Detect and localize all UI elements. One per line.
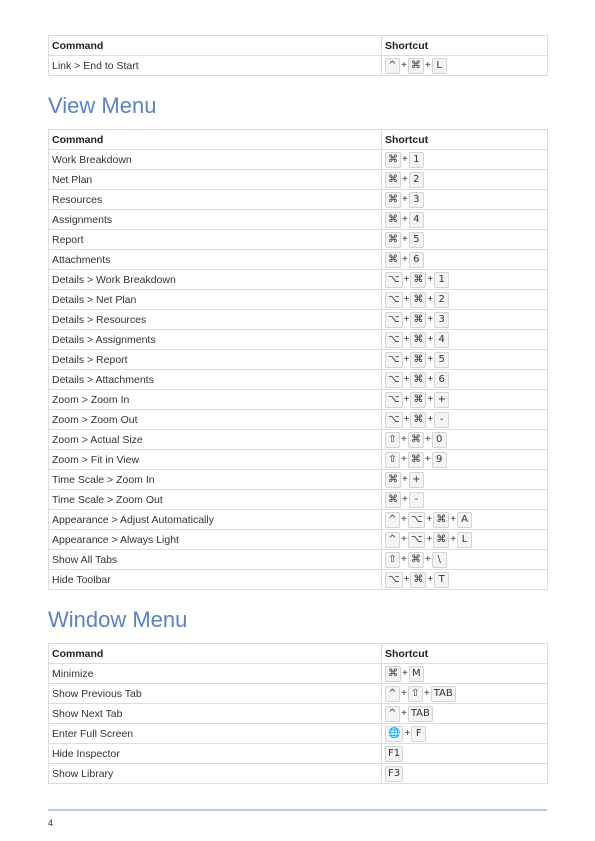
key-combination	[385, 452, 447, 468]
plus-separator: +	[402, 474, 408, 485]
plus-separator: +	[401, 514, 407, 525]
command-cell: Details > Report	[49, 350, 382, 370]
command-cell: Net Plan	[49, 170, 382, 190]
keycap: ⌘	[385, 212, 401, 228]
plus-separator: +	[427, 334, 434, 345]
command-column-header: Command	[49, 644, 382, 664]
table-row	[49, 370, 548, 390]
table-header-row	[49, 130, 548, 150]
keycap: 1	[409, 152, 424, 168]
key-combination	[385, 212, 424, 228]
command-cell: Enter Full Screen	[49, 724, 382, 744]
shortcut-cell	[382, 370, 548, 390]
keycap: ⌘	[410, 372, 426, 388]
plus-separator: +	[402, 154, 408, 165]
table-row	[49, 570, 548, 590]
plus-separator: +	[403, 294, 410, 305]
command-cell: Zoom > Fit in View	[49, 450, 382, 470]
shortcut-column-header: Shortcut	[382, 36, 548, 56]
keycap: 9	[432, 452, 447, 468]
command-cell: Zoom > Zoom In	[49, 390, 382, 410]
table-row	[49, 190, 548, 210]
plus-separator: +	[403, 374, 410, 385]
key-combination	[385, 352, 449, 368]
keycap: ⇧	[408, 686, 423, 702]
command-cell: Details > Work Breakdown	[49, 270, 382, 290]
shortcut-cell	[382, 250, 548, 270]
keycap: 🌐	[385, 726, 403, 742]
keycap: F3	[385, 766, 403, 782]
keycap: TAB	[431, 686, 456, 702]
table-row	[49, 270, 548, 290]
shortcut-cell	[382, 724, 548, 744]
shortcut-cell	[382, 350, 548, 370]
keycap: ⌘	[433, 532, 449, 548]
window-menu-table	[48, 643, 548, 784]
keycap: ⌘	[385, 232, 401, 248]
keycap: 3	[434, 312, 449, 328]
table-row	[49, 450, 548, 470]
key-combination	[385, 572, 449, 588]
table-row	[49, 170, 548, 190]
keycap: ⌘	[408, 432, 424, 448]
command-cell: Show All Tabs	[49, 550, 382, 570]
keycap: ⌘	[408, 452, 424, 468]
keycap: ⌥	[385, 372, 403, 388]
keycap: 6	[409, 252, 424, 268]
plus-separator: +	[424, 60, 431, 71]
table-row	[49, 430, 548, 450]
shortcut-cell	[382, 744, 548, 764]
keycap: ⌘	[385, 472, 401, 488]
keycap: ⌥	[385, 392, 403, 408]
shortcut-cell	[382, 510, 548, 530]
table-row	[49, 250, 548, 270]
plus-separator: +	[427, 574, 434, 585]
command-cell: Time Scale > Zoom In	[49, 470, 382, 490]
command-cell: Attachments	[49, 250, 382, 270]
key-combination	[385, 492, 424, 508]
command-cell: Appearance > Always Light	[49, 530, 382, 550]
keycap: ⌘	[385, 152, 401, 168]
plus-separator: +	[403, 414, 410, 425]
key-combination	[385, 392, 449, 408]
shortcut-cell	[382, 684, 548, 704]
command-column-header: Command	[49, 130, 382, 150]
table-row	[49, 210, 548, 230]
plus-separator: +	[403, 354, 410, 365]
keycap: ⌘	[408, 58, 424, 74]
keycap: ⌘	[385, 192, 401, 208]
table-row	[49, 350, 548, 370]
command-cell: Details > Attachments	[49, 370, 382, 390]
shortcut-cell	[382, 210, 548, 230]
keycap: F	[411, 726, 426, 742]
table-row	[49, 310, 548, 330]
command-cell: Report	[49, 230, 382, 250]
plus-separator: +	[427, 314, 434, 325]
keycap: L	[432, 58, 447, 74]
keycap: ⌘	[410, 412, 426, 428]
key-combination	[385, 412, 449, 428]
key-combination	[385, 512, 472, 528]
keycap: ⌘	[410, 392, 426, 408]
plus-separator: +	[427, 294, 434, 305]
table-header-row	[49, 36, 548, 56]
keycap: ^	[385, 512, 400, 528]
table-header-row	[49, 644, 548, 664]
keycap: +	[434, 392, 449, 408]
keycap: ⌥	[408, 532, 426, 548]
keycap: ⌘	[408, 552, 424, 568]
table-row	[49, 530, 548, 550]
shortcut-cell	[382, 530, 548, 550]
keycap: 4	[409, 212, 424, 228]
keycap: -	[434, 412, 449, 428]
plus-separator: +	[401, 454, 407, 465]
keycap: +	[409, 472, 424, 488]
command-cell: Show Next Tab	[49, 704, 382, 724]
keycap: L	[457, 532, 472, 548]
key-combination	[385, 192, 424, 208]
command-cell: Link > End to Start	[49, 56, 382, 76]
table-row	[49, 724, 548, 744]
shortcut-cell	[382, 570, 548, 590]
keycap: ⌘	[433, 512, 449, 528]
keycap: F1	[385, 746, 403, 762]
command-cell: Minimize	[49, 664, 382, 684]
command-cell: Appearance > Adjust Automatically	[49, 510, 382, 530]
keycap: ⇧	[385, 432, 400, 448]
shortcut-cell	[382, 450, 548, 470]
table-row	[49, 490, 548, 510]
key-combination	[385, 552, 447, 568]
plus-separator: +	[403, 394, 410, 405]
keycap: 1	[434, 272, 449, 288]
footer-divider	[48, 809, 547, 811]
keycap: ⌥	[385, 332, 403, 348]
keycap: 0	[432, 432, 447, 448]
command-cell: Work Breakdown	[49, 150, 382, 170]
shortcut-cell	[382, 310, 548, 330]
keycap: ⌥	[385, 572, 403, 588]
key-combination	[385, 152, 424, 168]
plus-separator: +	[427, 374, 434, 385]
key-combination	[385, 292, 449, 308]
key-combination	[385, 726, 426, 742]
keycap: 5	[434, 352, 449, 368]
plus-separator: +	[403, 314, 410, 325]
key-combination	[385, 666, 424, 682]
keycap: M	[409, 666, 424, 682]
table-row	[49, 230, 548, 250]
keycap: ^	[385, 532, 400, 548]
keycap: ⌥	[385, 292, 403, 308]
shortcut-cell	[382, 550, 548, 570]
key-combination	[385, 332, 449, 348]
keycap: 2	[434, 292, 449, 308]
keycap: ⌥	[385, 312, 403, 328]
table-body	[49, 664, 548, 784]
key-combination	[385, 706, 433, 722]
plus-separator: +	[402, 234, 408, 245]
keycap: 3	[409, 192, 424, 208]
plus-separator: +	[401, 688, 407, 699]
plus-separator: +	[402, 494, 408, 505]
command-column-header: Command	[49, 36, 382, 56]
plus-separator: +	[404, 728, 411, 739]
plus-separator: +	[401, 554, 407, 565]
key-combination	[385, 232, 424, 248]
plus-separator: +	[403, 574, 410, 585]
table-row	[49, 510, 548, 530]
keycap: ^	[385, 58, 400, 74]
view-menu-title: View Menu	[48, 93, 157, 118]
keycap: ⌘	[385, 172, 401, 188]
keycap: A	[457, 512, 472, 528]
plus-separator: +	[427, 354, 434, 365]
keycap: ⌘	[410, 352, 426, 368]
command-cell: Show Library	[49, 764, 382, 784]
keycap: ⌘	[385, 252, 401, 268]
shortcut-cell	[382, 230, 548, 250]
keycap: ⇧	[385, 552, 400, 568]
window-menu-title: Window Menu	[48, 607, 188, 632]
plus-separator: +	[401, 708, 407, 719]
shortcut-cell	[382, 410, 548, 430]
table-row	[49, 330, 548, 350]
keycap: ^	[385, 686, 400, 702]
keycap: TAB	[408, 706, 433, 722]
keycap: 5	[409, 232, 424, 248]
table-body	[49, 150, 548, 590]
command-cell: Hide Inspector	[49, 744, 382, 764]
keycap: ⌘	[410, 572, 426, 588]
plus-separator: +	[401, 534, 407, 545]
command-cell: Time Scale > Zoom Out	[49, 490, 382, 510]
plus-separator: +	[427, 414, 434, 425]
keycap: -	[409, 492, 424, 508]
plus-separator: +	[424, 434, 431, 445]
key-combination	[385, 532, 472, 548]
key-combination	[385, 766, 403, 782]
table-row	[49, 390, 548, 410]
command-cell: Details > Net Plan	[49, 290, 382, 310]
plus-separator: +	[423, 688, 430, 699]
table-row	[49, 764, 548, 784]
shortcut-cell	[382, 490, 548, 510]
key-combination	[385, 372, 449, 388]
table-row	[49, 410, 548, 430]
command-cell: Zoom > Actual Size	[49, 430, 382, 450]
shortcut-cell	[382, 270, 548, 290]
plus-separator: +	[401, 434, 407, 445]
shortcut-cell	[382, 704, 548, 724]
keycap: ^	[385, 706, 400, 722]
shortcut-cell	[382, 390, 548, 410]
document-page	[48, 35, 547, 784]
shortcut-cell	[382, 470, 548, 490]
plus-separator: +	[424, 554, 431, 565]
command-cell: Resources	[49, 190, 382, 210]
keycap: ⌘	[410, 312, 426, 328]
shortcut-cell	[382, 170, 548, 190]
page-number: 4	[48, 818, 54, 828]
link-shortcuts-table	[48, 35, 548, 76]
command-cell: Zoom > Zoom Out	[49, 410, 382, 430]
plus-separator: +	[450, 514, 457, 525]
command-cell: Show Previous Tab	[49, 684, 382, 704]
command-cell: Hide Toolbar	[49, 570, 382, 590]
keycap: 4	[434, 332, 449, 348]
plus-separator: +	[424, 454, 431, 465]
keycap: ⌥	[385, 412, 403, 428]
plus-separator: +	[402, 254, 408, 265]
table-row	[49, 56, 548, 76]
plus-separator: +	[402, 174, 408, 185]
plus-separator: +	[426, 514, 433, 525]
key-combination	[385, 472, 424, 488]
keycap: ⌘	[410, 332, 426, 348]
shortcut-cell	[382, 190, 548, 210]
keycap: ⌥	[385, 272, 403, 288]
plus-separator: +	[427, 274, 434, 285]
key-combination	[385, 272, 449, 288]
plus-separator: +	[450, 534, 457, 545]
plus-separator: +	[403, 334, 410, 345]
key-combination	[385, 58, 447, 74]
table-row	[49, 290, 548, 310]
shortcut-cell	[382, 664, 548, 684]
command-cell: Details > Assignments	[49, 330, 382, 350]
keycap: ⌥	[385, 352, 403, 368]
keycap: ⌥	[408, 512, 426, 528]
key-combination	[385, 432, 447, 448]
table-row	[49, 684, 548, 704]
keycap: ⌘	[385, 666, 401, 682]
keycap: ⇧	[385, 452, 400, 468]
keycap: T	[434, 572, 449, 588]
plus-separator: +	[403, 274, 410, 285]
shortcut-column-header: Shortcut	[382, 130, 548, 150]
shortcut-cell	[382, 330, 548, 350]
command-cell: Details > Resources	[49, 310, 382, 330]
shortcut-cell	[382, 56, 548, 76]
table-row	[49, 664, 548, 684]
shortcut-cell	[382, 430, 548, 450]
keycap: \	[432, 552, 447, 568]
table-body	[49, 56, 548, 76]
key-combination	[385, 686, 456, 702]
key-combination	[385, 252, 424, 268]
keycap: ⌘	[410, 272, 426, 288]
keycap: ⌘	[385, 492, 401, 508]
keycap: ⌘	[410, 292, 426, 308]
plus-separator: +	[426, 534, 433, 545]
key-combination	[385, 172, 424, 188]
keycap: 2	[409, 172, 424, 188]
shortcut-cell	[382, 764, 548, 784]
plus-separator: +	[401, 60, 407, 71]
keycap: 6	[434, 372, 449, 388]
key-combination	[385, 312, 449, 328]
plus-separator: +	[402, 668, 408, 679]
table-row	[49, 550, 548, 570]
plus-separator: +	[427, 394, 434, 405]
command-cell: Assignments	[49, 210, 382, 230]
table-row	[49, 744, 548, 764]
table-row	[49, 704, 548, 724]
table-row	[49, 150, 548, 170]
table-row	[49, 470, 548, 490]
shortcut-cell	[382, 150, 548, 170]
plus-separator: +	[402, 194, 408, 205]
view-menu-table	[48, 129, 548, 590]
plus-separator: +	[402, 214, 408, 225]
key-combination	[385, 746, 403, 762]
shortcut-cell	[382, 290, 548, 310]
shortcut-column-header: Shortcut	[382, 644, 548, 664]
